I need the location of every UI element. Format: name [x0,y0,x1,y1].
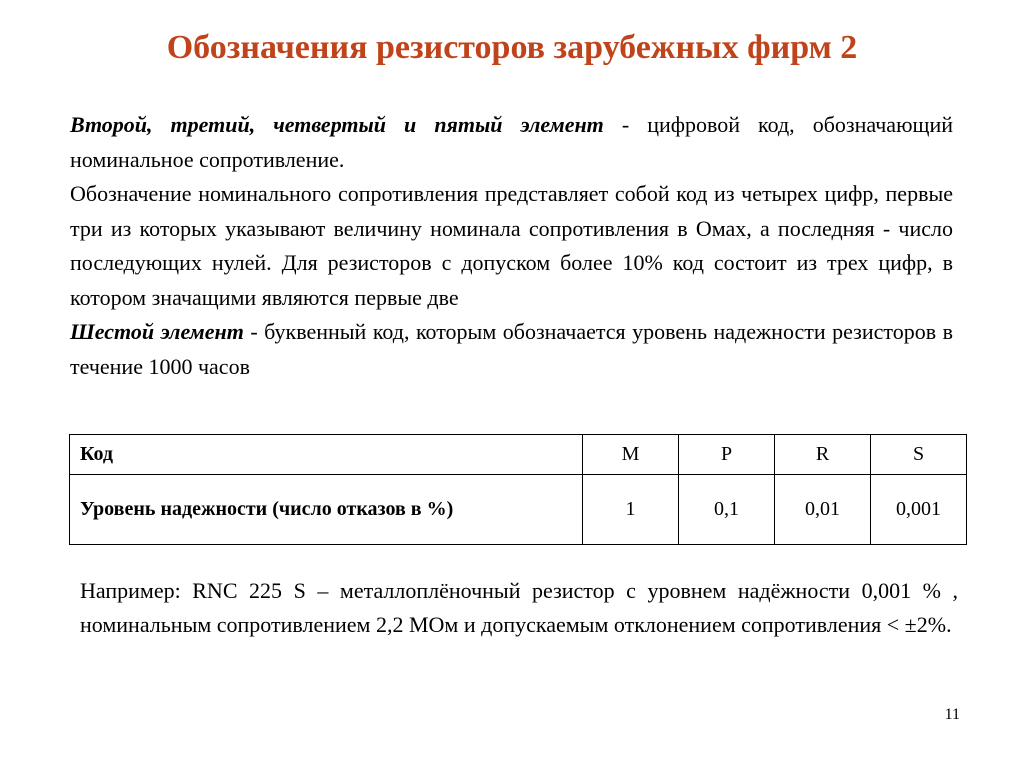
table-header-code: Код [70,435,583,475]
table-row-codes [70,435,967,475]
table-row-levels [70,475,967,545]
table-value-cell: 1 [583,475,679,545]
page-number: 11 [944,706,960,723]
term-element-6: Шестой элемент [70,319,244,344]
body-text [70,108,953,384]
example-text: Например: RNC 225 S – металлоплёночный резистор с уровнем надёжности 0,001 % , номинальным сопротивлением 2,2 МОм и допускаемым отклонением сопротивления < ±2%. [80,578,958,637]
term-elements-2-5: Второй, третий, четвертый и пятый элемент [70,112,604,137]
paragraph-nominal-code: Обозначение номинального сопротивления представляет собой код из четырех цифр, первые три из которых указывают величину номинала сопротивления в Омах, а последняя - число последующих нулей. Для резисторов с допуском более 10% код состоит из трех цифр, в котором значащими являются первые две [70,181,953,310]
reliability-table [69,434,967,545]
slide-title: Обозначения резисторов зарубежных фирм 2 [166,29,858,66]
table-value-cell: 0,01 [775,475,871,545]
table-code-cell: P [679,435,775,475]
paragraph-element-6-text: - буквенный код, которым обозначается уровень надежности резисторов в течение 1000 часов [70,319,953,379]
table-code-cell: S [871,435,967,475]
table-row-label-reliability: Уровень надежности (число отказов в %) [70,475,583,545]
table-code-cell: R [775,435,871,475]
paragraph-elements-2-5 [70,108,953,177]
table-code-cell: M [583,435,679,475]
paragraph-elements-2-5-text: - цифровой код, обозначающий номинальное сопротивление. [70,112,953,172]
table-value-cell: 0,001 [871,475,967,545]
paragraph-element-6 [70,315,953,384]
table-value-cell: 0,1 [679,475,775,545]
